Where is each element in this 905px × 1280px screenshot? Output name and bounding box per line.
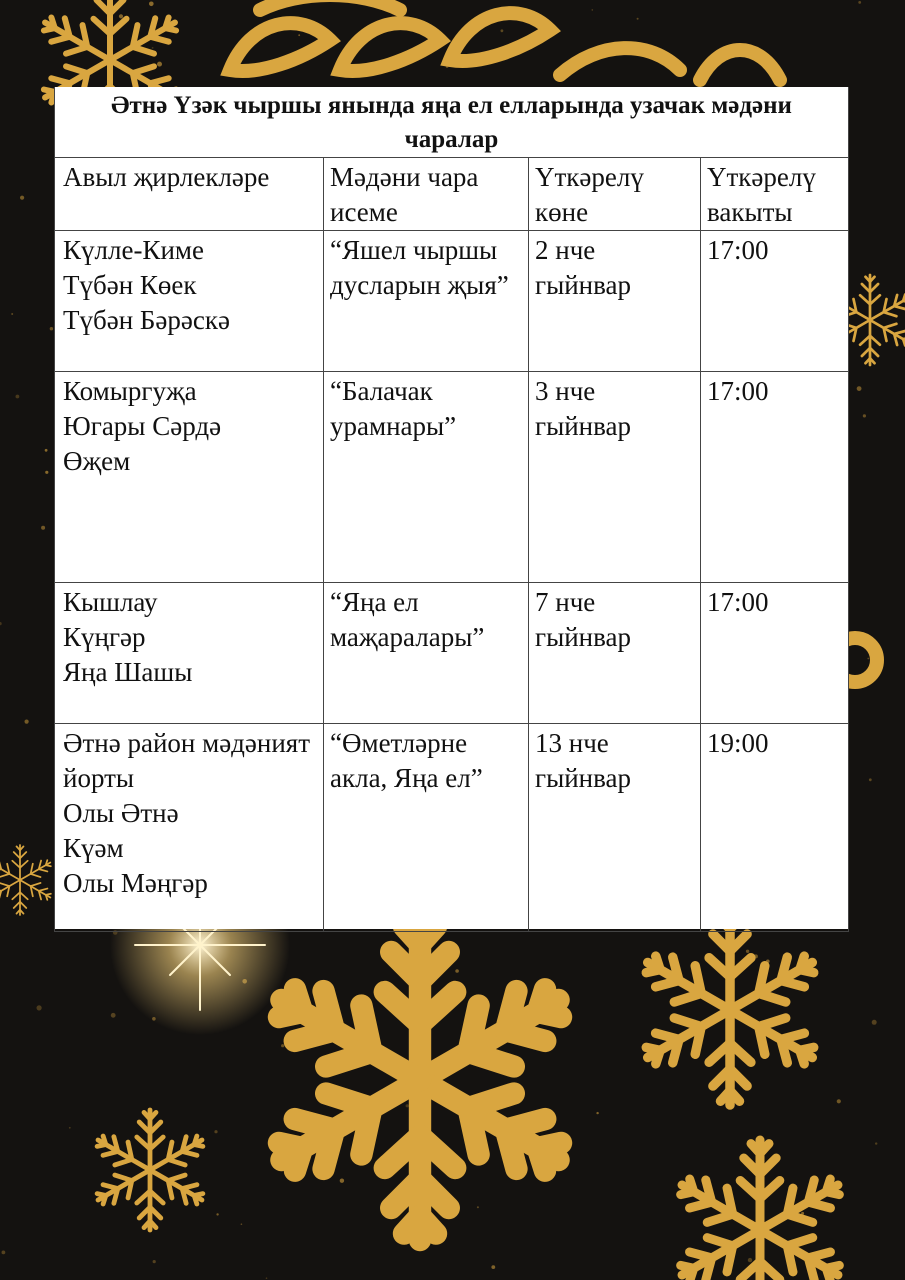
- row-3-event: “Яңа ел маҗаралары”: [324, 583, 529, 724]
- row-2-time: 17:00: [701, 372, 849, 583]
- settlement-name: Әтнә район мәдәният йорты: [63, 728, 311, 793]
- events-table-sheet: [54, 87, 848, 929]
- events-table: [54, 87, 849, 932]
- table-row: [55, 724, 849, 932]
- settlement-name: Түбән Бәрәскә: [63, 305, 230, 335]
- table-row: [55, 583, 849, 724]
- row-4-event: “Өметләрне акла, Яңа ел”: [324, 724, 529, 932]
- settlement-name: Күәм: [63, 833, 124, 863]
- table-row: [55, 372, 849, 583]
- settlement-name: Күлле-Киме: [63, 235, 204, 265]
- table-header-row: [55, 158, 849, 231]
- table-row: [55, 231, 849, 372]
- header-time: Үткәрелү вакыты: [701, 158, 849, 231]
- header-event-name: Мәдәни чара исеме: [324, 158, 529, 231]
- header-date: Үткәрелү көне: [529, 158, 701, 231]
- settlement-name: Югары Сәрдә: [63, 411, 222, 441]
- row-2-settlements: [55, 372, 324, 583]
- row-2-date: 3 нче гыйнвар: [529, 372, 701, 583]
- settlement-name: Олы Мәңгәр: [63, 868, 208, 898]
- settlement-name: Комыргуҗа: [63, 376, 197, 406]
- row-4-time: 19:00: [701, 724, 849, 932]
- row-1-date: 2 нче гыйнвар: [529, 231, 701, 372]
- settlement-name: Өҗем: [63, 446, 131, 476]
- settlement-name: Кышлау: [63, 587, 158, 617]
- row-4-settlements: [55, 724, 324, 932]
- settlement-name: Олы Әтнә: [63, 798, 179, 828]
- header-settlements: Авыл җирлекләре: [55, 158, 324, 231]
- row-4-date: 13 нче гыйнвар: [529, 724, 701, 932]
- row-3-time: 17:00: [701, 583, 849, 724]
- row-1-time: 17:00: [701, 231, 849, 372]
- row-2-event: “Балачак урамнары”: [324, 372, 529, 583]
- table-title: Әтнә Үзәк чыршы янында яңа ел елларында узачак мәдәни чаралар: [55, 87, 849, 158]
- row-3-date: 7 нче гыйнвар: [529, 583, 701, 724]
- row-1-event: “Яшел чыршы дусларын җыя”: [324, 231, 529, 372]
- settlement-name: Түбән Көек: [63, 270, 197, 300]
- row-1-settlements: [55, 231, 324, 372]
- settlement-name: Күңгәр: [63, 622, 146, 652]
- settlement-name: Яңа Шашы: [63, 657, 193, 687]
- row-3-settlements: [55, 583, 324, 724]
